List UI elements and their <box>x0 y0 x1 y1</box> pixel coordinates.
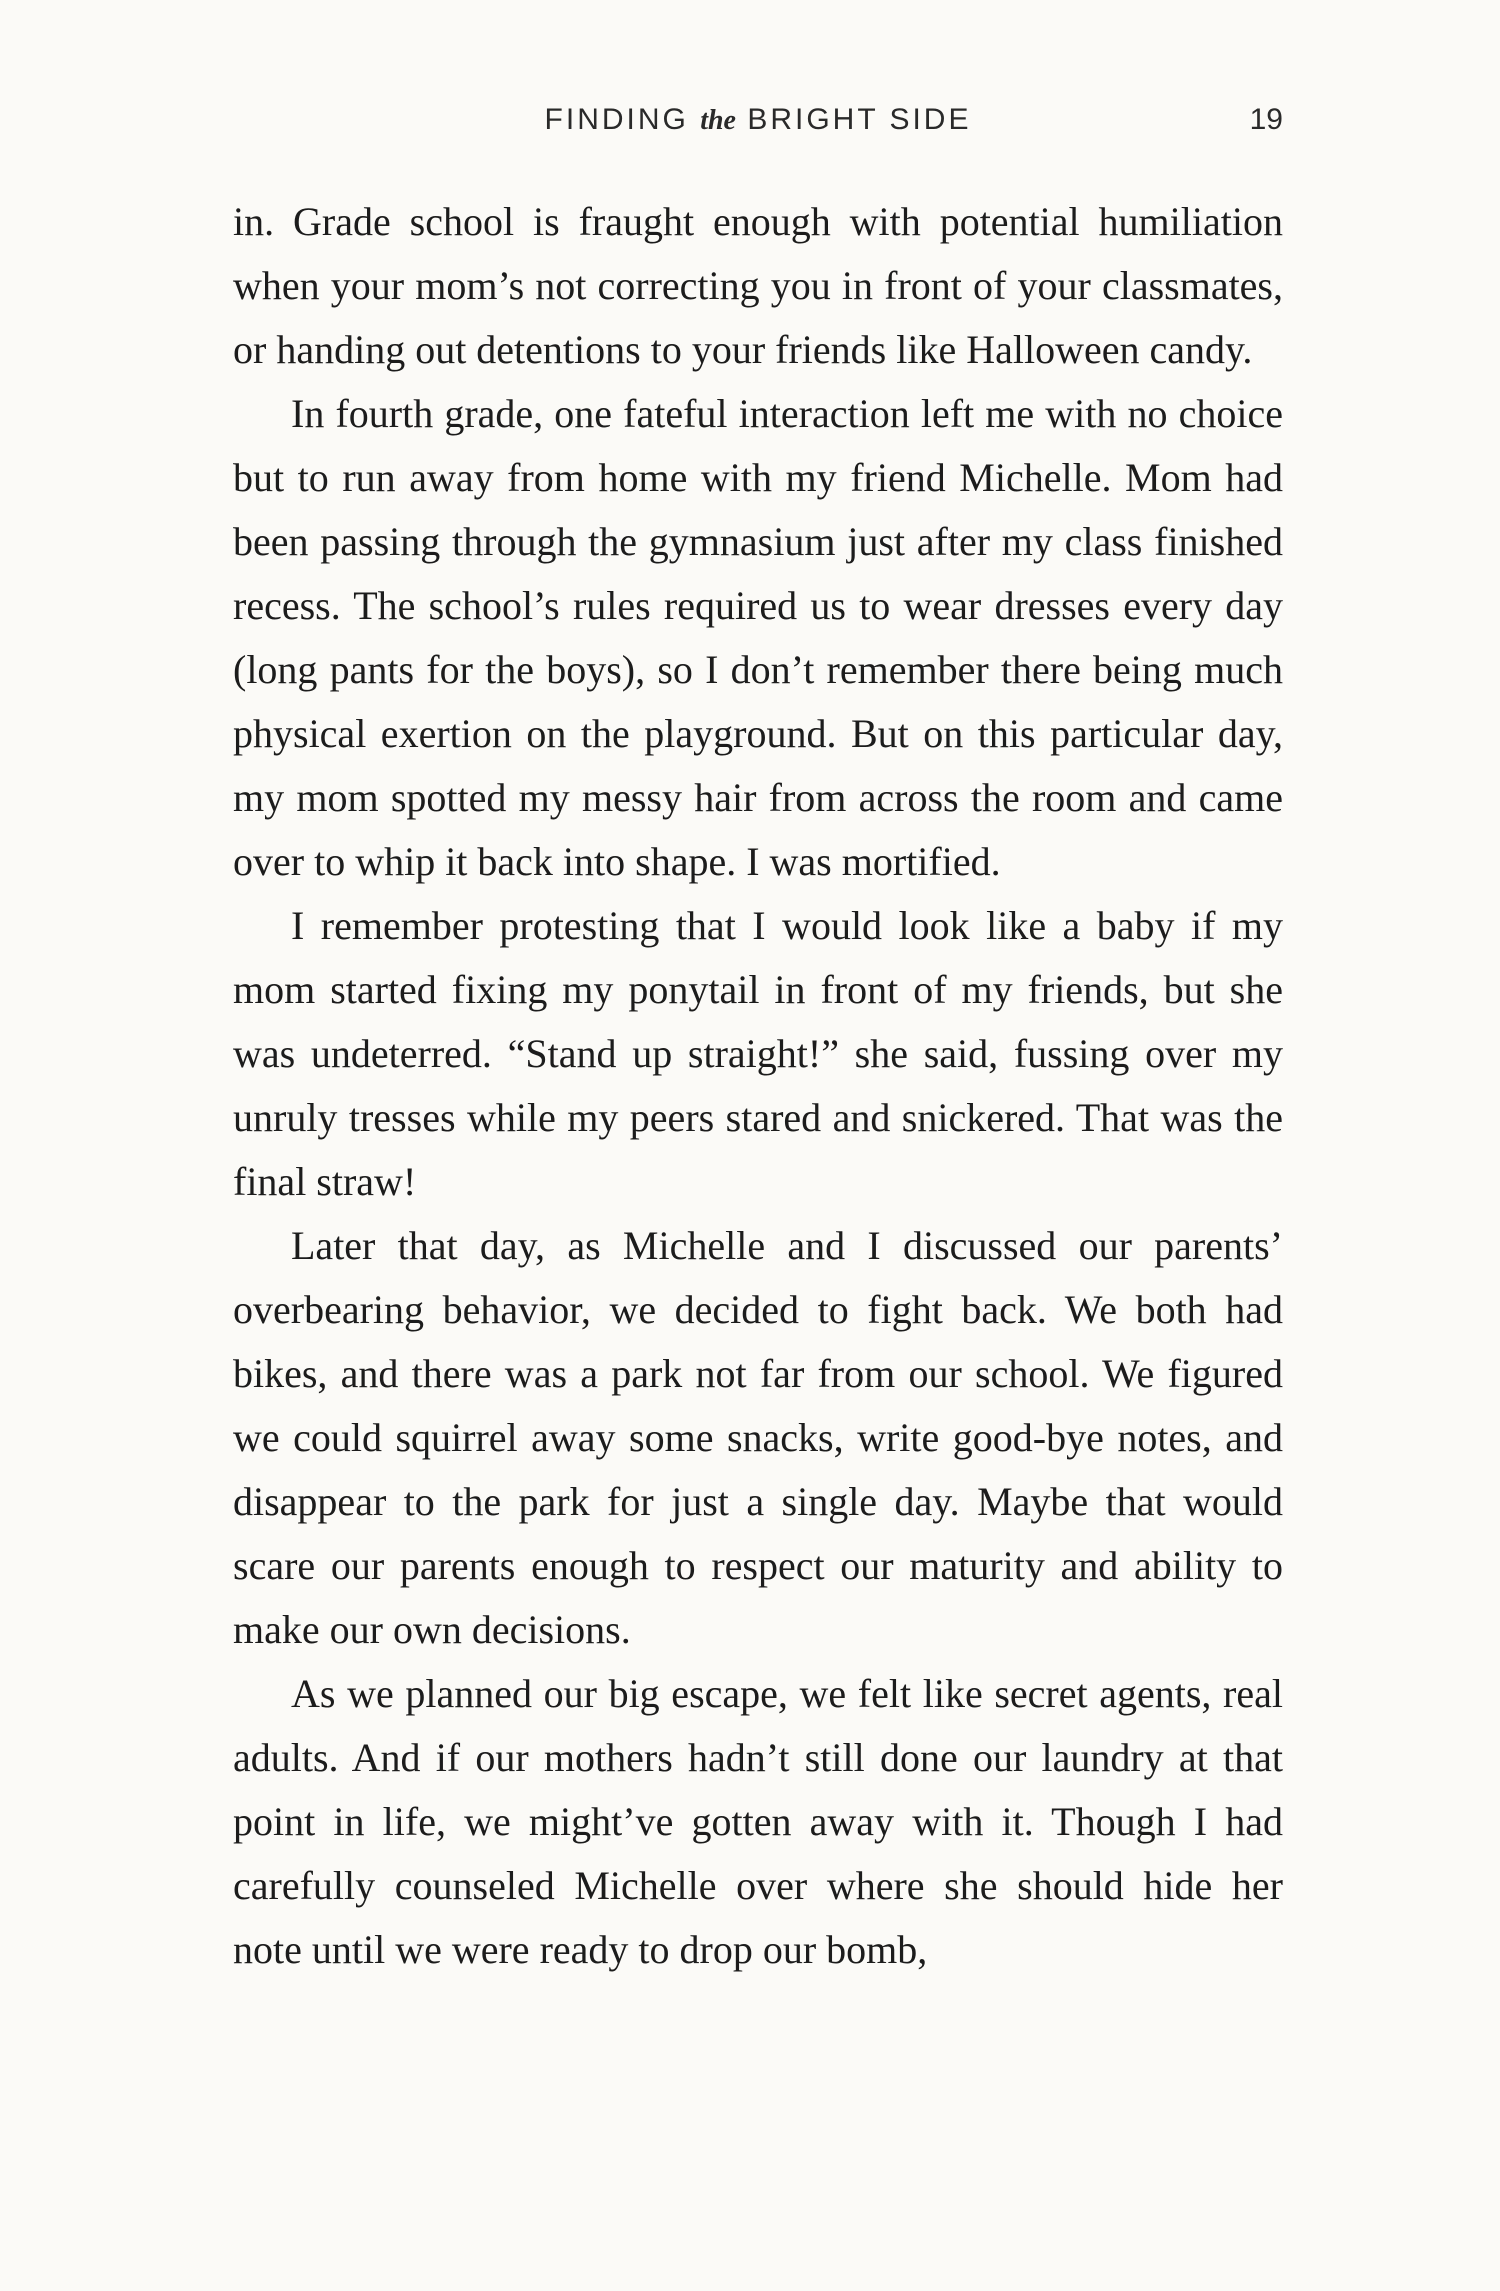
title-part-2: BRIGHT SIDE <box>735 103 972 136</box>
paragraph-3: I remember protesting that I would look like a baby if my mom started fixing my ponytail in front of my friends, but she was undeterred. “Stand up straight!” she said, fussing over my unruly tresses while my peers stared and snickered. That was the final straw! <box>233 903 1283 1204</box>
paragraph-4: Later that day, as Michelle and I discussed our parents’ overbearing behavior, we decided to fight back. We both had bikes, and there was a park not far from our school. We figured we could squirrel away some snacks, write good-bye notes, and disappear to the park for just a single day. Maybe that would scare our parents enough to respect our maturity and ability to make our own decisions. <box>233 1223 1283 1652</box>
title-the: the <box>700 105 736 136</box>
paragraph-1: in. Grade school is fraught enough with potential humiliation when your mom’s not correcting you in front of your classmates, or handing out detentions to your friends like Halloween candy. <box>233 199 1283 372</box>
title-part-1: FINDING <box>544 103 701 136</box>
page-number: 19 <box>1249 103 1283 136</box>
running-header <box>233 95 1283 145</box>
body-text <box>233 190 1283 1982</box>
paragraph-5: As we planned our big escape, we felt like secret agents, real adults. And if our mothers hadn’t still done our laundry at that point in life, we might’ve gotten away with it. Though I had carefully counseled Michelle over where she should hide her note until we were ready to drop our bomb, <box>233 1671 1283 1972</box>
book-title <box>233 95 1283 146</box>
paragraph-2: In fourth grade, one fateful interaction left me with no choice but to run away from home with my friend Michelle. Mom had been passing through the gymnasium just after my class finished recess. The school’s rules required us to wear dresses every day (long pants for the boys), so I don’t remember there being much physical exertion on the playground. But on this particular day, my mom spotted my messy hair from across the room and came over to whip it back into shape. I was mortified. <box>233 391 1283 884</box>
